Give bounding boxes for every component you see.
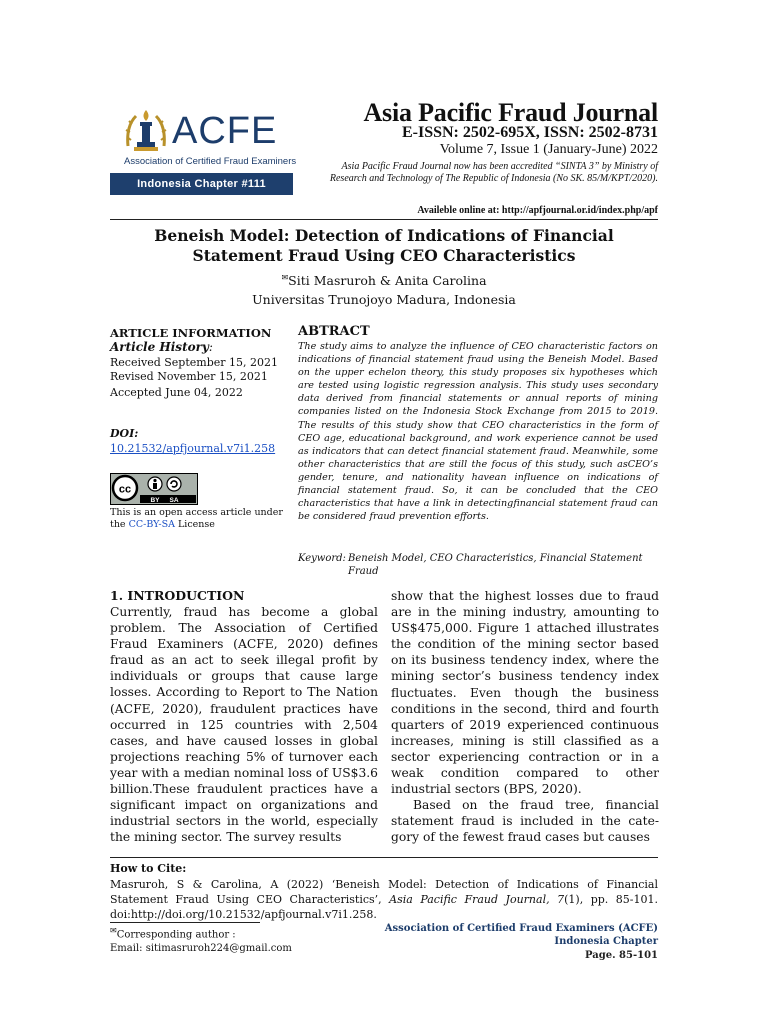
accepted-date: Accepted June 04, 2022	[110, 386, 243, 399]
corresponding-label: Corresponding author :	[116, 929, 236, 941]
article-info-heading: ARTICLE INFORMATION	[110, 326, 272, 340]
accreditation-note: Asia Pacific Fraud Journal now has been accredited “SINTA 3” by Ministry of Research and Technology of The Republic of Indonesia (No SK. 85/M/KPT/2020).	[329, 161, 658, 184]
author-affiliation: Universitas Trunojoyo Madura, Indonesia	[252, 292, 516, 307]
license-post: License	[178, 519, 215, 530]
doi-heading: DOI:	[110, 427, 139, 440]
doi-link[interactable]: 10.21532/apfjournal.v7i1.258	[110, 442, 276, 455]
logo-subtitle: Association of Certified Fraud Examiners	[124, 156, 297, 167]
abstract-heading: ABTRACT	[298, 324, 370, 339]
acfe-logo	[122, 100, 297, 170]
journal-issn: E-ISSN: 2502-695X, ISSN: 2502-8731	[401, 124, 658, 141]
page-range: Page. 85-101	[585, 950, 658, 961]
article-title: Beneish Model: Detection of Indications of Financial Statement Fraud Using CEO Characteristics	[154, 226, 614, 265]
received-date: Received September 15, 2021	[110, 356, 278, 369]
license-link[interactable]: CC-BY-SA	[128, 519, 175, 530]
association-footer	[385, 922, 658, 948]
envelope-icon: ✉	[110, 926, 117, 935]
envelope-icon: ✉	[281, 273, 289, 282]
logo-wordmark: ACFE	[172, 110, 278, 152]
corresponding-divider	[110, 922, 260, 923]
by-label: BY	[150, 497, 160, 504]
corresponding-email[interactable]: Email: sitimasruroh224@gmail.com	[110, 943, 292, 955]
how-to-cite-heading: How to Cite:	[110, 862, 187, 875]
intro-right-paragraph: Based on the fraud tree, financial statement fraud is included in the cate-gory of the fewest fraud cases but causes	[391, 798, 659, 845]
article-authors	[110, 273, 658, 288]
association-chapter: Indonesia Chapter	[554, 936, 658, 947]
journal-title: Asia Pacific Fraud Journal	[363, 98, 658, 127]
license-note	[110, 507, 290, 531]
journal-volume: Volume 7, Issue 1 (January-June) 2022	[439, 142, 658, 157]
abstract-text: The study aims to analyze the influence of CEO characteristic factors on indications of financial statement fraud using the Beneish Model. Based on the upper echelon theory, this study proposes six hypotheses which are tested using logistic regression analysis. This study uses secondary data derived from financial statements or annual reports of mining companies listed on the Indonesia Stock Exchange from 2015 to 2019. The results of this study show that CEO characteristics in the form of CEO age, educational background, and work experience cannot be used as indicators that can detect financial statement fraud. Meanwhile, some other characteristics that are still the focus of this study, such asCEO’s gender, tenure, and nationality havean influence on indications of financial statement fraud. So, it can be concluded that the CEO characteristics that have a link in detectingfinancial statement fraud can be considered fraud prevention efforts.	[298, 341, 658, 523]
license-pre: This is an open access article under the	[110, 507, 283, 530]
cc-by-sa-badge[interactable]	[110, 473, 198, 505]
citation-pre: Masruroh, S & Carolina, A (2022) ‘Beneish Model: Detection of Indications of Financial Statement Fraud Using CEO Characteristics’,	[110, 878, 658, 906]
revised-date: Revised November 15, 2021	[110, 370, 268, 383]
intro-right-paragraph: show that the highest losses due to fraud are in the mining industry, amounting to US$475,000. Figure 1 attached illustrates the condition of the mining sector based on its business tendency index, where the mining sector’s business tendency index fluctuates. Even though the business conditions in the second, third and fourth quarters of 2019 experienced continuous increases, mining is still classified as a sector experiencing contraction or in a weak condition compared to other industrial sectors (BPS, 2020).	[391, 589, 659, 797]
citation-journal: Asia Pacific Fraud Journal, 7	[389, 893, 565, 906]
citation-text	[110, 877, 658, 922]
intro-left-column: Currently, fraud has become a global problem. The Association of Certified Fraud Examiners (ACFE, 2020) defines fraud as an act to seek illegal profit by individuals or groups that cause large losses. According to Report to The Nation (ACFE, 2020), fraudulent practices have occurred in 125 countries with 2,504 cases, and have caused losses in global projections reaching 5% of turnover each year with a median nominal loss of US$3.6 billion.These fraudulent practices have a significant impact on organizations and industrial sectors in the world, especially the mining sector. The survey results	[110, 605, 378, 845]
corresponding-author	[110, 924, 292, 956]
citation-post: (1), pp. 85-101. doi:http://doi.org/10.21532/apfjournal.v7i1.258.	[110, 893, 658, 921]
association-name: Association of Certified Fraud Examiners (ACFE)	[384, 923, 658, 934]
torch-seal-icon	[122, 106, 170, 158]
article-history-heading	[110, 340, 285, 354]
online-availability[interactable]: Availeble online at: http://apfjournal.or.id/index.php/apf	[417, 205, 658, 216]
svg-text:cc: cc	[118, 483, 132, 496]
history-colon: :	[208, 340, 213, 354]
introduction-heading: 1. INTRODUCTION	[110, 588, 245, 603]
sa-label: SA	[169, 497, 179, 504]
intro-right-column	[391, 588, 659, 846]
header-divider	[110, 219, 658, 220]
keyword-label: Keyword:	[298, 553, 346, 564]
chapter-banner: Indonesia Chapter #111	[110, 173, 293, 195]
author-names: Siti Masruroh & Anita Carolina	[288, 273, 487, 289]
keyword-list: Beneish Model, CEO Characteristics, Financial Statement Fraud	[348, 553, 643, 577]
sa-icon	[167, 477, 181, 491]
history-label: Article History	[110, 340, 209, 354]
footer-divider	[110, 857, 658, 858]
